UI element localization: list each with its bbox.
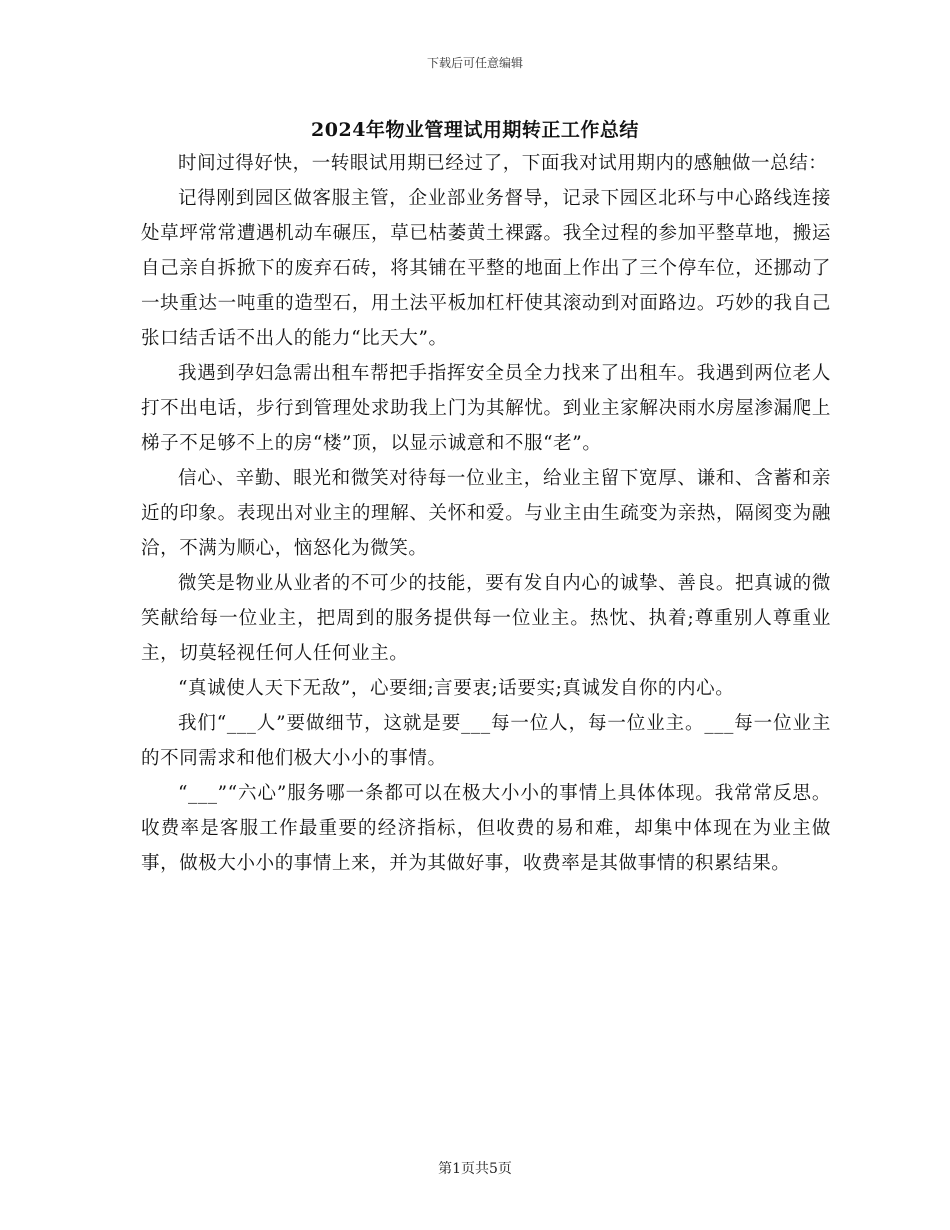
paragraph: 我们“___人”要做细节，这就是要___每一位人，每一位业主。___每一位业主的不同需求和他们极大小小的事情。 xyxy=(141,713,831,769)
document-title: 2024年物业管理试用期转正工作总结 xyxy=(311,119,639,141)
page-number: 第1页共5页 xyxy=(438,1161,512,1177)
paragraph: 微笑是物业从业者的不可少的技能，要有发自内心的诚挚、善良。把真诚的微笑献给每一位业主，把周到的服务提供每一位业主。热忱、执着;尊重别人尊重业主，切莫轻视任何人任何业主。 xyxy=(141,573,831,664)
paragraph: 信心、辛勤、眼光和微笑对待每一位业主，给业主留下宽厚、谦和、含蓄和亲近的印象。表现出对业主的理解、关怀和爱。与业主由生疏变为亲热，隔阂变为融洽，不满为顺心，恼怒化为微笑。 xyxy=(141,468,831,559)
paragraph: “真诚使人天下无敌”，心要细;言要衷;话要实;真诚发自你的内心。 xyxy=(178,678,735,699)
paragraph: 记得刚到园区做客服主管，企业部业务督导，记录下园区北环与中心路线连接处草坪常常遭遇机动车碾压，草已枯萎黄土裸露。我全过程的参加平整草地，搬运自己亲自拆掀下的废弃石砖，将其铺在平整的地面上作出了三个停车位，还挪动了一块重达一吨重的造型石，用土法平板加杠杆使其滚动到对面路边。巧妙的我自己张口结舌话不出人的能力“比天大”。 xyxy=(141,188,831,349)
paragraph: 时间过得好快，一转眼试用期已经过了，下面我对试用期内的感触做一总结： xyxy=(178,153,828,174)
paragraph: “___”“六心”服务哪一条都可以在极大小小的事情上具体体现。我常常反思。收费率是客服工作最重要的经济指标，但收费的易和难，却集中体现在为业主做事，做极大小小的事情上来，并为其做好事，收费率是其做事情的积累结果。 xyxy=(141,783,831,874)
document-body xyxy=(141,146,831,881)
paragraph: 我遇到孕妇急需出租车帮把手指挥安全员全力找来了出租车。我遇到两位老人打不出电话，步行到管理处求助我上门为其解忧。到业主家解决雨水房屋渗漏爬上梯子不足够不上的房“楼”顶，以显示诚意和不服“老”。 xyxy=(141,363,831,454)
page-header-note: 下载后可任意编辑 xyxy=(426,56,523,70)
